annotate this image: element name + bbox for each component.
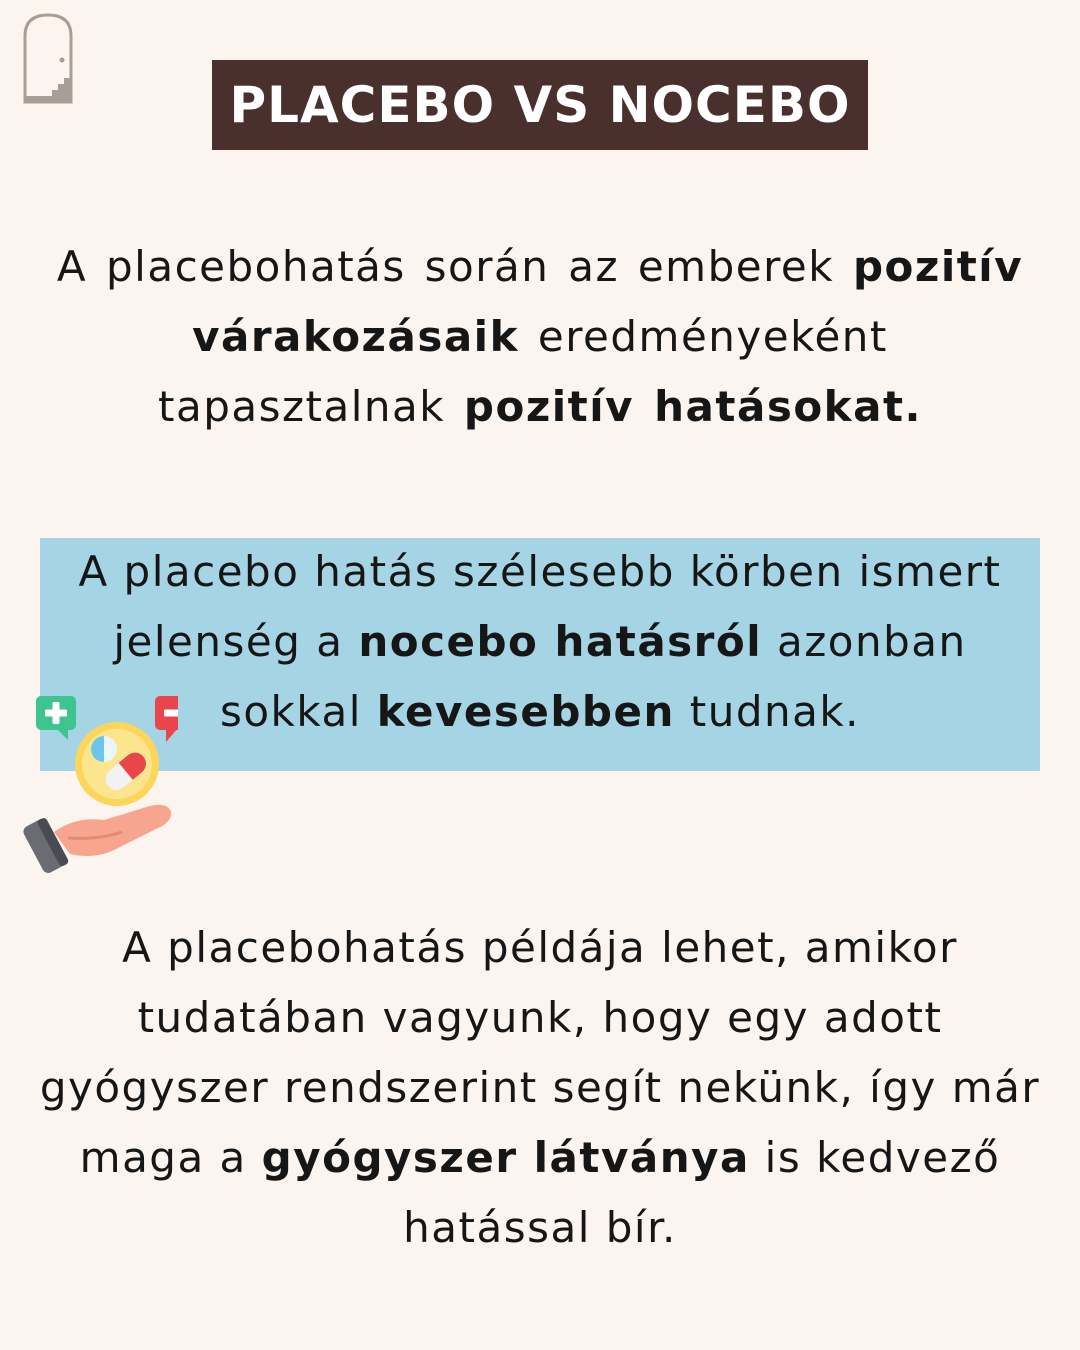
nocebo-bold-2: kevesebben bbox=[376, 687, 675, 736]
nocebo-text-2: azonban sokkal bbox=[219, 617, 967, 736]
pills-icon bbox=[75, 722, 159, 806]
intro-text-1: A placebohatás során az emberek bbox=[56, 242, 853, 291]
example-text-2: is kedvező hatással bír. bbox=[403, 1133, 1001, 1252]
hand-icon bbox=[21, 805, 171, 875]
example-bold-1: gyógyszer látványa bbox=[261, 1133, 750, 1182]
page-title: PLACEBO VS NOCEBO bbox=[229, 76, 851, 134]
intro-paragraph bbox=[40, 232, 1040, 442]
intro-bold-2: pozitív hatásokat bbox=[463, 382, 905, 431]
example-paragraph bbox=[30, 913, 1050, 1263]
intro-bold-1: pozitív várakozásaik bbox=[192, 242, 1024, 361]
plus-bubble-icon bbox=[36, 696, 76, 740]
nocebo-bold-1: nocebo hatásról bbox=[358, 617, 763, 666]
nocebo-text-3: tudnak. bbox=[674, 687, 861, 736]
nocebo-text-1: A placebo hatás szélesebb körben ismert jelenség a bbox=[78, 547, 1002, 666]
intro-text-2: eredményeként tapasztalnak bbox=[157, 312, 888, 431]
minus-bubble-icon bbox=[155, 696, 178, 742]
example-text-1: A placebohatás példája lehet, amikor tudatában vagyunk, hogy egy adott gyógyszer rendszerint segít nekünk, így már maga a bbox=[39, 923, 1041, 1182]
door-logo-icon bbox=[22, 12, 74, 104]
hand-pills-illustration bbox=[18, 692, 178, 877]
intro-text-3: . bbox=[904, 382, 922, 431]
nocebo-paragraph bbox=[60, 537, 1020, 747]
title-banner bbox=[212, 60, 868, 150]
